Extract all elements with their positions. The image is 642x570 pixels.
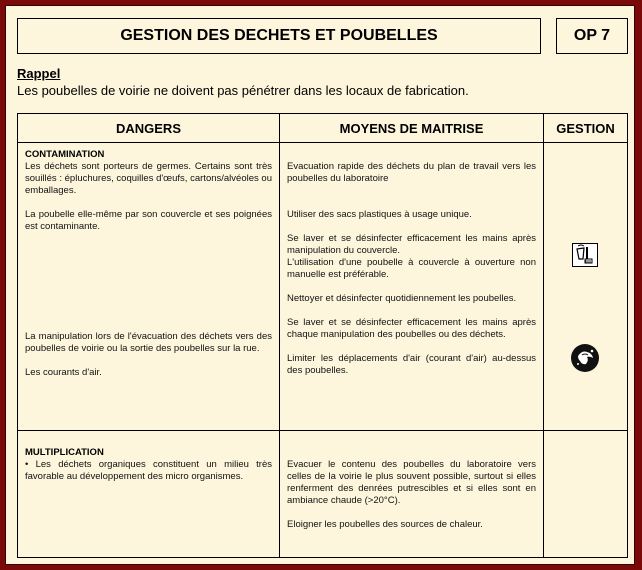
danger-text: Les déchets sont porteurs de germes. Certains sont très souillés : épluchures, coquilles d'œufs, cartons/alvéoles ou emballages. — [25, 161, 272, 196]
moyen-text: L'utilisation d'une poubelle à couvercle à ouverture non manuelle est préférable. — [287, 257, 536, 280]
danger-text: La poubelle elle-même par son couvercle et ses poignées est contaminante. — [25, 209, 272, 232]
moyen-text: Nettoyer et désinfecter quotidiennement les poubelles. — [287, 293, 517, 304]
moyen-text: Eloigner les poubelles des sources de chaleur. — [287, 519, 483, 530]
moyen-text: Se laver et se désinfecter efficacement les mains après chaque manipulation des poubelles ou des déchets. — [287, 317, 536, 340]
table-row-multiplication — [18, 431, 628, 558]
moyen-text: Evacuation rapide des déchets du plan de travail vers les poubelles du laboratoire — [287, 161, 536, 184]
hazard-table — [17, 113, 628, 558]
dangers-cell-contamination — [18, 143, 280, 431]
cleaning-icon — [572, 243, 598, 267]
moyens-cell-contamination — [280, 143, 544, 431]
row-heading-contamination: CONTAMINATION — [25, 149, 105, 160]
dangers-cell-multiplication — [18, 431, 280, 558]
header-gestion: GESTION — [544, 114, 628, 143]
procedure-code: OP 7 — [556, 18, 628, 54]
moyen-text: Se laver et se désinfecter efficacement les mains après manipulation du couvercle. — [287, 233, 536, 256]
moyens-cell-multiplication — [280, 431, 544, 558]
moyen-text: Utiliser des sacs plastiques à usage unique. — [287, 209, 472, 220]
page-title: GESTION DES DECHETS ET POUBELLES — [17, 18, 541, 54]
moyen-text: Evacuer le contenu des poubelles du laboratoire vers celles de la voirie le plus souvent possible, surtout si elles renferment des denrées putrescibles et si elles sont en ambiance chaude (>20°C). — [287, 459, 536, 506]
danger-text: Les courants d'air. — [25, 367, 102, 378]
header-moyens: MOYENS DE MAITRISE — [280, 114, 544, 143]
gestion-cell-multiplication — [544, 431, 628, 558]
gestion-cell-contamination — [544, 143, 628, 431]
moyen-text: Limiter les déplacements d'air (courant d'air) au-dessus des poubelles. — [287, 353, 536, 376]
header-dangers: DANGERS — [18, 114, 280, 143]
rappel-title: Rappel — [17, 66, 61, 81]
table-row-contamination — [18, 143, 628, 431]
document-frame — [5, 5, 635, 565]
hand-washing-icon — [570, 343, 600, 373]
rappel-text: Les poubelles de voirie ne doivent pas pénétrer dans les locaux de fabrication. — [17, 83, 469, 98]
danger-text: La manipulation lors de l'évacuation des déchets vers des poubelles de voirie ou la sortie des poubelles sur la rue. — [25, 331, 272, 354]
row-heading-multiplication: MULTIPLICATION — [25, 447, 104, 458]
table-header-row — [18, 114, 628, 143]
danger-text: • Les déchets organiques constituent un milieu très favorable au développement des micro organismes. — [25, 459, 272, 482]
